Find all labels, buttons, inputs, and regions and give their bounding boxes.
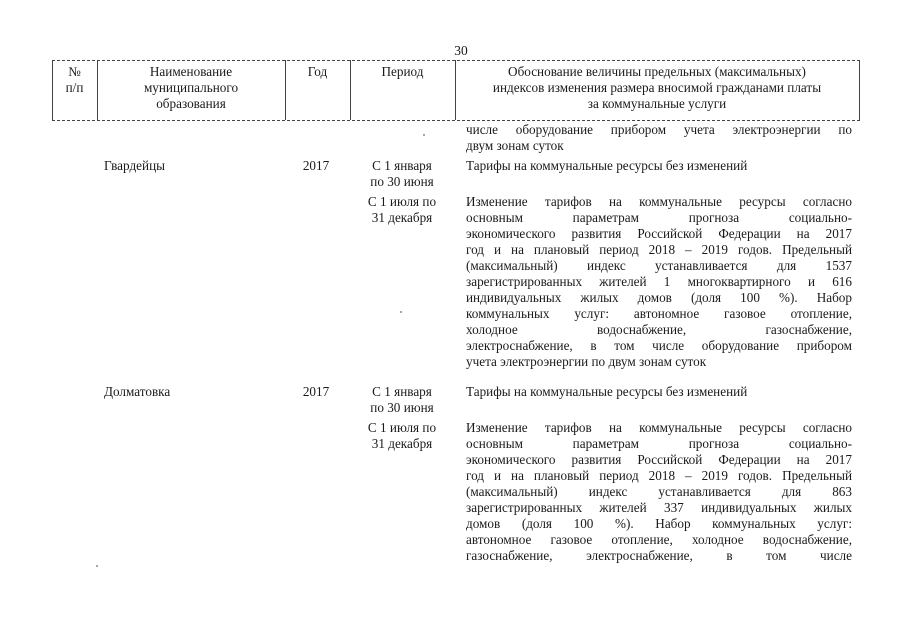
row-year: 2017 (302, 158, 330, 173)
header-text: Обоснование величины предельных (максимальных) (508, 64, 806, 79)
basis-line: числе оборудование прибором учета электроэнергии по (466, 122, 852, 137)
basis-line: основным параметрам прогноза социально- (466, 436, 852, 451)
basis-line: коммунальных услуг: автономное газовое отопление, (466, 306, 852, 321)
municipality-name: Гвардейцы (104, 158, 165, 173)
basis-line: домов (доля 100 %). Набор коммунальных услуг: (466, 516, 852, 531)
header-text: Период (381, 64, 424, 79)
basis-tariff-change (466, 420, 852, 564)
basis-line: учета электроэнергии по двум зонам суток (466, 354, 707, 369)
continuation-text (466, 122, 852, 154)
municipality-name: Долматовка (104, 384, 171, 399)
basis-line: газоснабжение, электроснабжение, в том числе (466, 548, 852, 563)
basis-line: Изменение тарифов на коммунальные ресурсы согласно (466, 194, 852, 209)
header-text: № (68, 64, 81, 79)
period-second-half (354, 420, 450, 452)
basis-line: год и на плановый период 2018 – 2019 годов. Предельный (466, 468, 852, 483)
basis-line: основным параметрам прогноза социально- (466, 210, 852, 225)
period-second-half (354, 194, 450, 226)
basis-line: (максимальный) индекс устанавливается для 863 (466, 484, 852, 499)
header-col-basis (455, 64, 859, 112)
header-text: за коммунальные услуги (587, 96, 727, 111)
header-col-period (350, 64, 455, 80)
basis-line: (максимальный) индекс устанавливается для 1537 (466, 258, 852, 273)
header-text: п/п (65, 80, 84, 95)
header-text: образования (156, 96, 226, 111)
header-col-number (52, 64, 97, 96)
basis-line: индивидуальных жилых домов (доля 100 %). Набор (466, 290, 852, 305)
basis-tariffs-unchanged: Тарифы на коммунальные ресурсы без изменений (466, 384, 748, 399)
scan-speck (96, 565, 98, 567)
header-col-name (97, 64, 285, 112)
table-header-top-rule (52, 60, 860, 61)
basis-line: экономического развития Российской Федерации на 2017 (466, 452, 852, 467)
period-first-half (354, 158, 450, 190)
header-col-year (285, 64, 350, 80)
basis-line: экономического развития Российской Федерации на 2017 (466, 226, 852, 241)
period-line: 31 декабря (371, 210, 433, 225)
header-text: индексов изменения размера вносимой гражданами платы (492, 80, 822, 95)
period-line: по 30 июня (370, 400, 434, 415)
basis-line: электроснабжение, в том числе оборудование прибором (466, 338, 852, 353)
period-first-half (354, 384, 450, 416)
basis-tariff-change (466, 194, 852, 370)
basis-line: холодное водоснабжение, газоснабжение, (466, 322, 852, 337)
basis-line: зарегистрированных жителей 337 индивидуальных жилых (466, 500, 852, 515)
period-line: по 30 июня (370, 174, 434, 189)
row-year: 2017 (302, 384, 330, 399)
table-header-divider (859, 60, 860, 120)
period-line: С 1 июля по (367, 194, 437, 209)
basis-tariffs-unchanged: Тарифы на коммунальные ресурсы без изменений (466, 158, 748, 173)
basis-line: автономное газовое отопление, холодное водоснабжение, (466, 532, 852, 547)
basis-line: Изменение тарифов на коммунальные ресурсы согласно (466, 420, 852, 435)
header-text: Год (307, 64, 328, 79)
header-text: муниципального (143, 80, 239, 95)
table-header-bottom-rule (52, 120, 860, 121)
basis-line: двум зонам суток (466, 138, 564, 153)
scan-speck (423, 134, 425, 136)
header-text: Наименование (149, 64, 233, 79)
period-line: 31 декабря (371, 436, 433, 451)
period-line: С 1 января (372, 158, 432, 173)
period-line: С 1 июля по (367, 420, 437, 435)
period-line: С 1 января (372, 384, 432, 399)
scan-speck (400, 311, 402, 313)
basis-line: год и на плановый период 2018 – 2019 годов. Предельный (466, 242, 852, 257)
page-number: 30 (454, 43, 468, 58)
basis-line: зарегистрированных жителей 1 многоквартирного и 616 (466, 274, 852, 289)
